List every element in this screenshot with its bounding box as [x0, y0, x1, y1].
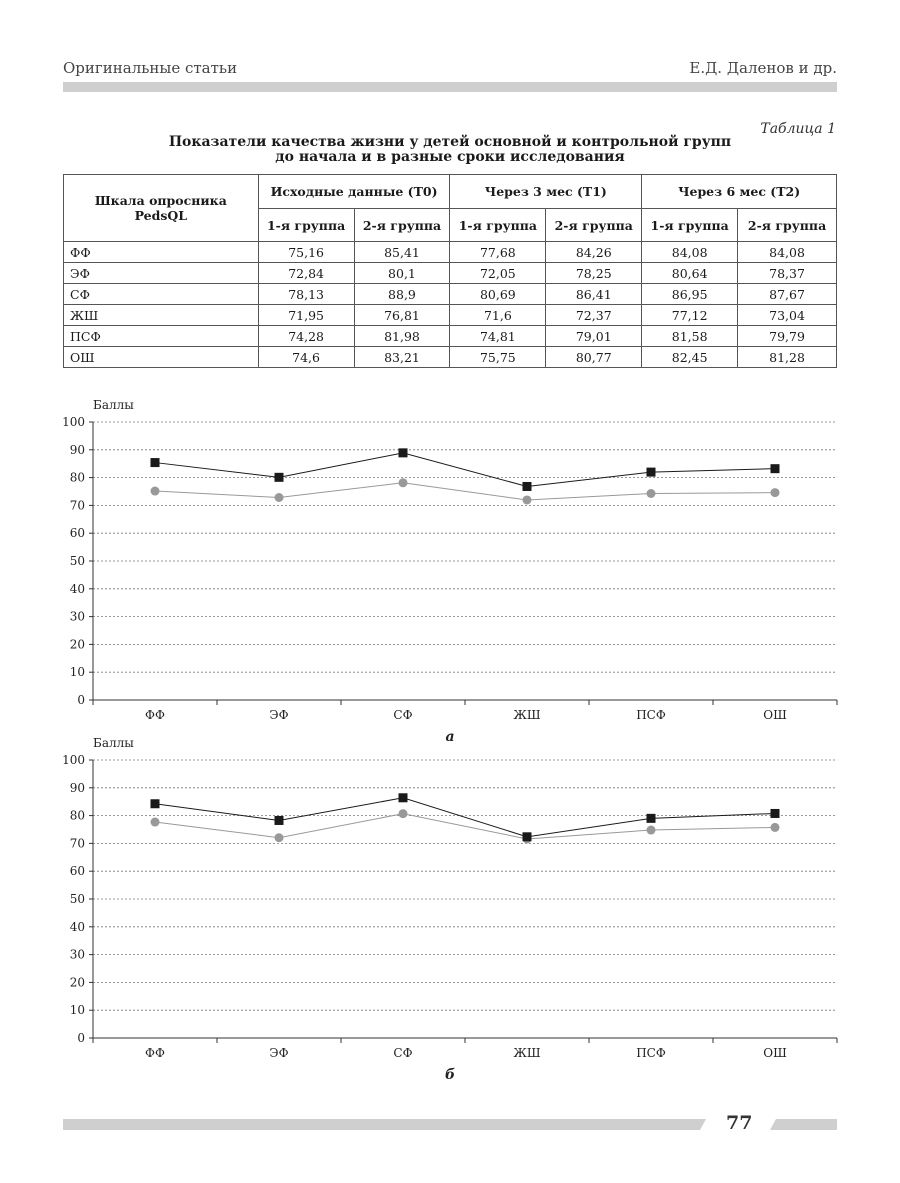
x-tick-label: ПСФ	[636, 1046, 666, 1060]
footer-bar-left	[63, 1119, 706, 1130]
scale-column-header: Шкала опросника PedsQL	[64, 175, 259, 242]
y-tick-label: 0	[77, 693, 85, 707]
running-header-section: Оригинальные статьи	[63, 59, 238, 77]
data-point-circle	[275, 493, 284, 502]
table-cell: 77,12	[642, 305, 738, 326]
group-header: 2-я группа	[354, 209, 450, 242]
table-cell: 72,37	[546, 305, 642, 326]
y-tick-label: 90	[69, 442, 85, 457]
y-tick-label: 10	[69, 665, 85, 680]
table-cell: 78,25	[546, 263, 642, 284]
y-tick-label: 50	[69, 892, 85, 906]
page-number: 77	[726, 1112, 753, 1134]
row-label: ПСФ	[64, 326, 259, 347]
table-cell: 83,21	[354, 347, 450, 368]
y-tick-label: 20	[69, 975, 85, 990]
table-row	[64, 326, 837, 347]
y-tick-label: 50	[69, 554, 85, 568]
x-tick-label: ЖШ	[513, 1046, 541, 1060]
chart-caption: б	[444, 1067, 456, 1083]
group-header: 1-я группа	[258, 209, 354, 242]
y-tick-label: 30	[69, 609, 85, 624]
table-title	[63, 135, 837, 165]
table-title-line-1: Показатели качества жизни у детей основной и контрольной групп	[168, 134, 732, 150]
table-cell: 84,26	[546, 242, 642, 263]
table-title-line-2: до начала и в разные сроки исследования	[275, 149, 625, 165]
table-cell: 80,64	[642, 263, 738, 284]
series-line-2	[155, 483, 775, 500]
y-tick-label: 30	[69, 947, 85, 962]
chart-caption: а	[445, 729, 455, 745]
row-label: ЖШ	[64, 305, 259, 326]
y-axis-label: Баллы	[93, 736, 134, 750]
series-line-1	[155, 798, 775, 837]
table-cell: 72,05	[450, 263, 546, 284]
y-tick-label: 90	[69, 780, 85, 795]
x-tick-label: ПСФ	[636, 708, 666, 722]
y-tick-label: 80	[69, 808, 85, 823]
data-point-square	[647, 814, 656, 823]
table-cell: 82,45	[642, 347, 738, 368]
group-header: 1-я группа	[642, 209, 738, 242]
table-cell: 71,6	[450, 305, 546, 326]
table-cell: 77,68	[450, 242, 546, 263]
table-cell: 88,9	[354, 284, 450, 305]
table-cell: 71,95	[258, 305, 354, 326]
table-cell: 78,13	[258, 284, 354, 305]
data-point-square	[399, 448, 408, 457]
quality-of-life-table	[63, 174, 837, 368]
data-point-circle	[151, 487, 160, 496]
footer-bars	[0, 1105, 900, 1145]
data-point-circle	[647, 489, 656, 498]
y-tick-label: 60	[69, 526, 85, 541]
y-axis-label: Баллы	[93, 398, 134, 412]
period-header-t1: Через 3 мес (T1)	[450, 175, 642, 209]
y-tick-label: 80	[69, 470, 85, 485]
y-tick-label: 10	[69, 1003, 85, 1018]
table-row	[64, 263, 837, 284]
line-chart-b	[0, 730, 900, 1090]
table-cell: 79,79	[738, 326, 837, 347]
x-tick-label: ФФ	[145, 708, 165, 722]
table-row	[64, 305, 837, 326]
y-tick-label: 0	[77, 1031, 85, 1045]
row-label: СФ	[64, 284, 259, 305]
table-cell: 74,6	[258, 347, 354, 368]
row-label: ЭФ	[64, 263, 259, 284]
y-tick-label: 20	[69, 637, 85, 652]
table-cell: 86,41	[546, 284, 642, 305]
group-header: 1-я группа	[450, 209, 546, 242]
header-divider-bar	[63, 82, 837, 92]
period-header-t2: Через 6 мес (T2)	[642, 175, 837, 209]
data-point-circle	[647, 826, 656, 835]
table-cell: 74,28	[258, 326, 354, 347]
table-cell: 81,98	[354, 326, 450, 347]
table-cell: 84,08	[642, 242, 738, 263]
table-row	[64, 347, 837, 368]
y-tick-label: 70	[69, 498, 85, 513]
table-cell: 72,84	[258, 263, 354, 284]
y-tick-label: 100	[62, 753, 85, 767]
table-row	[64, 242, 837, 263]
data-point-circle	[771, 823, 780, 832]
table-cell: 81,58	[642, 326, 738, 347]
table-cell: 79,01	[546, 326, 642, 347]
x-tick-label: ЭФ	[269, 1046, 289, 1060]
data-point-square	[399, 793, 408, 802]
data-point-square	[275, 473, 284, 482]
data-point-square	[151, 799, 160, 808]
data-point-square	[523, 832, 532, 841]
x-tick-label: ЭФ	[269, 708, 289, 722]
table-cell: 80,77	[546, 347, 642, 368]
x-tick-label: СФ	[393, 708, 413, 722]
row-label: ОШ	[64, 347, 259, 368]
table-cell: 81,28	[738, 347, 837, 368]
table-row	[64, 284, 837, 305]
data-point-circle	[275, 833, 284, 842]
group-header: 2-я группа	[738, 209, 837, 242]
data-point-circle	[399, 478, 408, 487]
x-tick-label: СФ	[393, 1046, 413, 1060]
line-chart-a	[0, 392, 900, 752]
table-cell: 75,75	[450, 347, 546, 368]
table-cell: 85,41	[354, 242, 450, 263]
table-cell: 78,37	[738, 263, 837, 284]
data-point-circle	[151, 818, 160, 827]
table-cell: 80,69	[450, 284, 546, 305]
series-line-1	[155, 453, 775, 487]
table-label: Таблица 1	[760, 121, 836, 137]
table-cell: 86,95	[642, 284, 738, 305]
data-point-square	[151, 458, 160, 467]
table-cell: 73,04	[738, 305, 837, 326]
y-tick-label: 100	[62, 415, 85, 429]
data-point-square	[275, 816, 284, 825]
table-cell: 76,81	[354, 305, 450, 326]
y-tick-label: 40	[69, 581, 85, 596]
group-header: 2-я группа	[546, 209, 642, 242]
y-tick-label: 40	[69, 919, 85, 934]
x-tick-label: ОШ	[763, 1046, 787, 1060]
table-cell: 74,81	[450, 326, 546, 347]
data-point-circle	[399, 809, 408, 818]
data-point-square	[647, 468, 656, 477]
data-point-circle	[523, 495, 532, 504]
x-tick-label: ФФ	[145, 1046, 165, 1060]
data-point-circle	[771, 488, 780, 497]
row-label: ФФ	[64, 242, 259, 263]
data-point-square	[771, 464, 780, 473]
table-cell: 75,16	[258, 242, 354, 263]
period-header-t0: Исходные данные (T0)	[258, 175, 450, 209]
x-tick-label: ЖШ	[513, 708, 541, 722]
running-header-authors: Е.Д. Даленов и др.	[689, 59, 837, 77]
x-tick-label: ОШ	[763, 708, 787, 722]
table-cell: 80,1	[354, 263, 450, 284]
data-point-square	[771, 809, 780, 818]
data-point-square	[523, 482, 532, 491]
table-cell: 87,67	[738, 284, 837, 305]
footer-bar-right	[770, 1119, 837, 1130]
y-tick-label: 70	[69, 836, 85, 851]
y-tick-label: 60	[69, 864, 85, 879]
table-cell: 84,08	[738, 242, 837, 263]
